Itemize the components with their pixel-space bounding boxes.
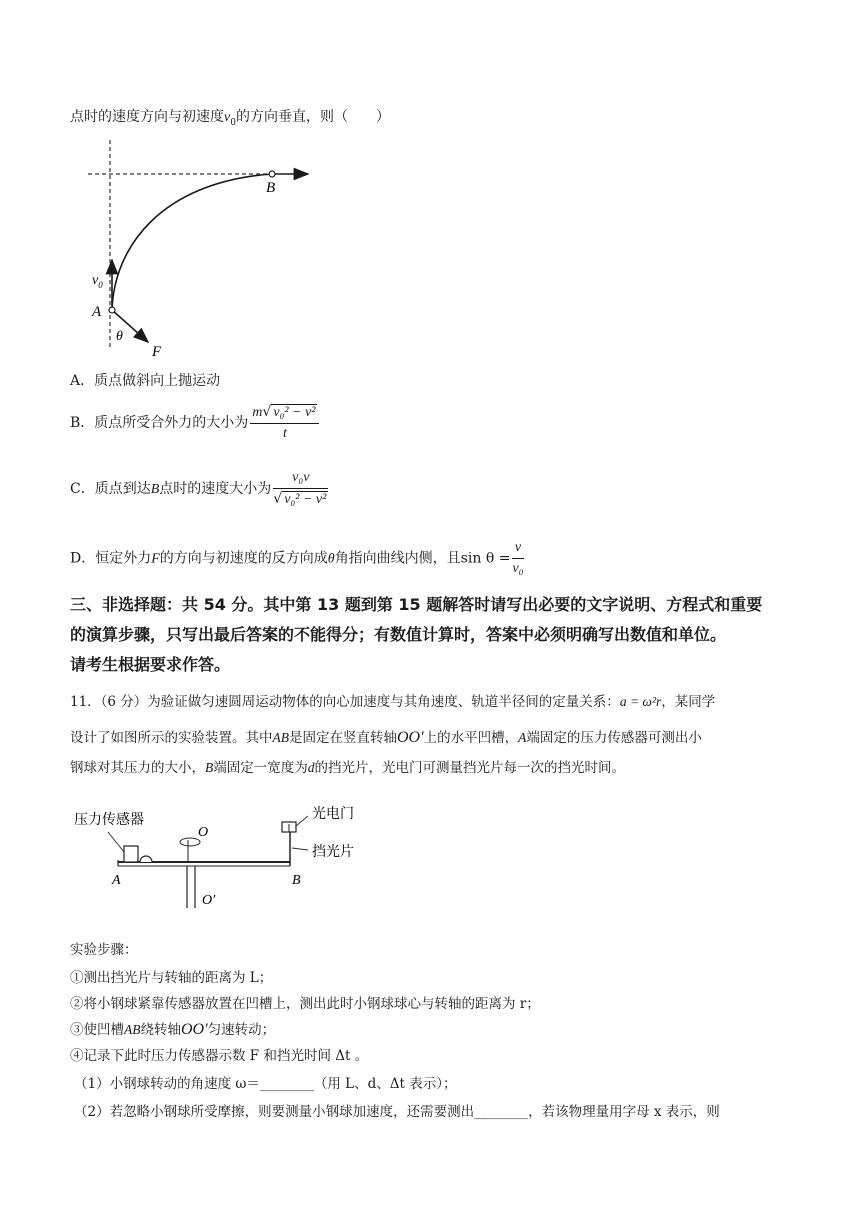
point-b — [269, 171, 275, 177]
subquestion-1: （1）小钢球转动的角速度 ω＝________（用 L、d、Δt 表示）； — [74, 1076, 457, 1092]
option-b-fraction: $\frac{\text{m√ v₀² − v²}}{t}$ — [250, 404, 319, 442]
q11-line2: 设计了如图所示的实验装置。其中AB是固定在竖直转轴OO′上的水平凹槽，A端固定的压力传感器可测出小 — [70, 729, 702, 746]
option-a: A．质点做斜向上抛运动 — [70, 373, 221, 389]
step-3: ③使凹槽AB绕转轴OO′匀速转动； — [70, 1021, 276, 1038]
step-1: ①测出挡光片与转轴的距离为 L； — [70, 970, 273, 986]
label-v0: $v_0$ — [92, 273, 103, 290]
trajectory-figure — [80, 138, 320, 360]
v0-symbol: v — [224, 110, 231, 125]
q11-line3: 钢球对其压力的大小，B端固定一宽度为d的挡光片，光电门可测量挡光片每一次的挡光时间。 — [70, 760, 625, 776]
step-4: ④记录下此时压力传感器示数 F 和挡光时间 Δt 。 — [70, 1048, 369, 1064]
section3-heading: 三、非选择题：共 54 分。其中第 13 题到第 15 题解答时请写出必要的文字说明、方程式和重要 的演算步骤，只写出最后答案的不能得分；有数值计算时，答案中必须明确写出数值和单位。 请考生根据要求作答。 — [70, 595, 763, 674]
label-b: B — [266, 180, 276, 196]
option-d-fraction: $\frac{v}{\text{v₀}}$ — [512, 540, 524, 576]
option-d: D．恒定外力F的方向与初速度的反方向成θ角指向曲线内侧，且sin θ = $\frac{v}{\text{v₀}}$ — [70, 540, 524, 576]
label-f: F — [152, 344, 162, 360]
option-c: C．质点到达B点时的速度大小为 $\frac{\text{v₀v}}{\text{√ v₀² − v²}}$ — [70, 470, 327, 507]
q11-line1: 11．（6 分）为验证做匀速圆周运动物体的向心加速度与其角速度、轨道半径间的定量关系：a = ω²r，某同学 — [70, 694, 716, 710]
label-shutter: 挡光片 — [312, 844, 354, 860]
question-stem-line: 点时的速度方向与初速度$v_0$的方向垂直，则（ ） — [70, 109, 390, 128]
label-photogate: 光电门 — [312, 806, 354, 822]
label-o: O — [198, 825, 209, 840]
label-b-end: B — [292, 873, 301, 888]
label-a-end: A — [112, 873, 121, 888]
label-theta: θ — [116, 329, 123, 344]
option-c-fraction: $\frac{\text{v₀v}}{\text{√ v₀² − v²}}$ — [273, 470, 327, 507]
option-b: B．质点所受合外力的大小为 $\frac{\text{m√ v₀² − v²}}{t}$ — [70, 404, 319, 442]
pressure-sensor-box — [124, 846, 138, 862]
label-a: A — [92, 304, 102, 320]
rotation-arrow — [180, 838, 200, 846]
steel-ball — [140, 856, 152, 862]
label-pressure-sensor: 压力传感器 — [74, 812, 144, 828]
step-2: ②将小钢球紧靠传感器放置在凹槽上，测出此时小钢球球心与转轴的距离为 r； — [70, 996, 540, 1012]
subquestion-2: （2）若忽略小钢球所受摩擦，则要测量小钢球加速度，还需要测出________，若该物理量用字母 x 表示，则 — [74, 1104, 720, 1120]
steps-title: 实验步骤： — [70, 942, 138, 958]
label-o-prime: O′ — [202, 893, 216, 908]
apparatus-figure — [70, 800, 390, 915]
trajectory-curve — [112, 174, 272, 310]
point-a — [109, 307, 115, 313]
